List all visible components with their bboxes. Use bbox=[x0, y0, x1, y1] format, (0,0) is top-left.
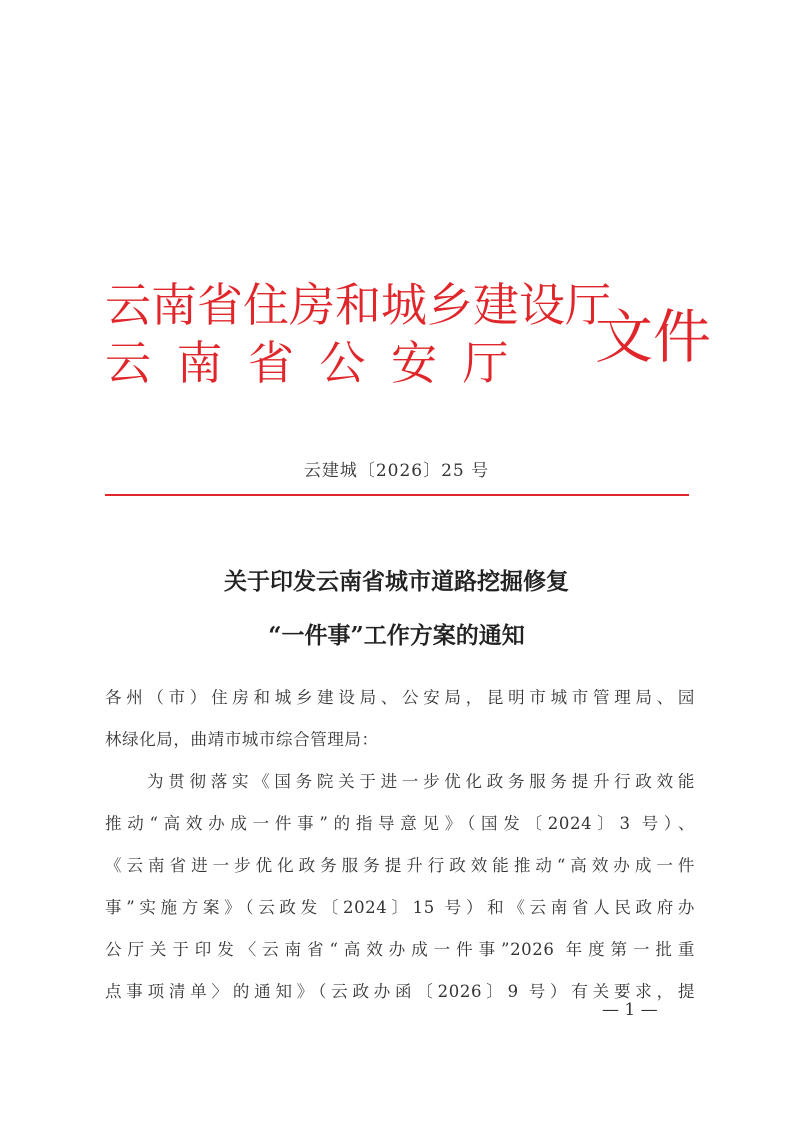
body-line-3: 为贯彻落实《国务院关于进一步优化政务服务提升行政效能 bbox=[147, 772, 695, 791]
issuer-name-housing-department: 云南省住房和城乡建设厅 bbox=[105, 278, 611, 332]
document-number: 云建城〔2026〕25 号 bbox=[303, 461, 490, 481]
issuer-suffix-document: 文件 bbox=[595, 303, 712, 371]
issuer-header bbox=[105, 272, 712, 402]
body-line-1: 各州（市）住房和城乡建设局、公安局，昆明市城市管理局、园 bbox=[105, 688, 695, 707]
body-line-8: 点事项清单〉的通知》（云政办函〔2026〕9 号）有关要求，提 bbox=[105, 982, 695, 1001]
body-line-6: 事”实施方案》（云政发〔2024〕15 号）和《云南省人民政府办 bbox=[105, 898, 695, 917]
body-line-7: 公厅关于印发〈云南省“高效办成一件事”2026 年度第一批重 bbox=[105, 940, 695, 959]
body-line-4: 推动“高效办成一件事”的指导意见》（国发〔2024〕3 号）、 bbox=[105, 814, 695, 833]
red-divider-line bbox=[105, 494, 689, 496]
body-line-5: 《云南省进一步优化政务服务提升行政效能推动“高效办成一件 bbox=[105, 856, 695, 875]
page-number: — 1 — bbox=[602, 1000, 658, 1020]
document-title-line-2: “一件事”工作方案的通知 bbox=[268, 622, 525, 649]
document-title-line-1: 关于印发云南省城市道路挖掘修复 bbox=[224, 568, 569, 595]
issuer-name-public-security-department: 云南省公安厅 bbox=[105, 336, 534, 390]
body-line-2: 林绿化局，曲靖市城市综合管理局： bbox=[105, 730, 379, 749]
